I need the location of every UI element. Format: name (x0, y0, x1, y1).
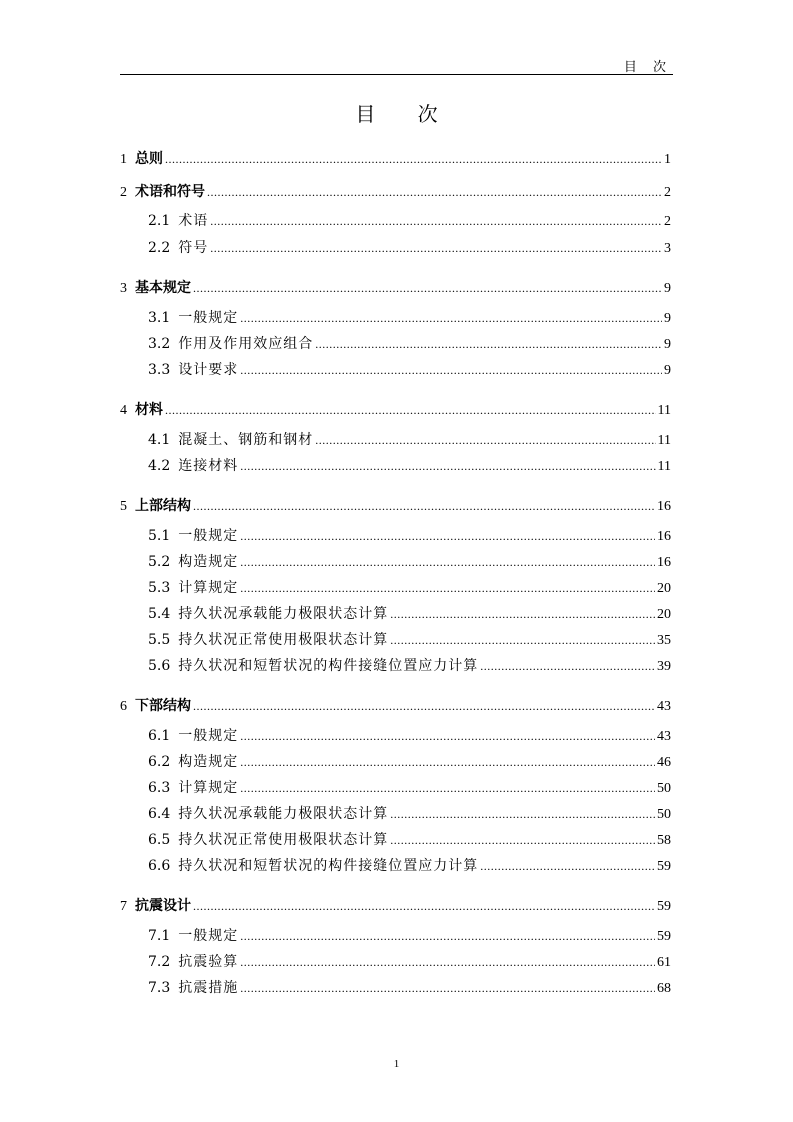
toc-section-entry[interactable] (148, 927, 671, 945)
page-number: 1 (393, 1058, 400, 1070)
toc-entry-page: 9 (664, 281, 671, 296)
toc-dot-leader (390, 605, 655, 623)
toc-entry-number: 6.5 (148, 832, 171, 848)
toc-entry-page: 59 (657, 899, 671, 914)
toc-section-entry[interactable] (148, 579, 671, 597)
toc-entry-number: 7.3 (148, 980, 171, 996)
toc-section-entry[interactable] (148, 431, 671, 449)
toc-entry-title: 一般规定 (178, 310, 239, 326)
toc-dot-leader (240, 979, 655, 997)
toc-chapter-entry[interactable] (120, 401, 671, 419)
toc-entry-title: 抗震措施 (178, 980, 239, 996)
toc-dot-leader (390, 631, 655, 649)
toc-section-entry[interactable] (148, 979, 671, 997)
toc-section-entry[interactable] (148, 805, 671, 823)
toc-entry-title: 构造规定 (178, 754, 239, 770)
toc-entry-number: 2 (120, 185, 127, 200)
toc-entry-number: 5.1 (148, 528, 171, 544)
toc-entry-page: 16 (657, 555, 671, 570)
toc-dot-leader (240, 753, 655, 771)
toc-entry-title: 下部结构 (135, 698, 191, 714)
toc-chapter-entry[interactable] (120, 897, 671, 915)
toc-entry-number: 5.2 (148, 554, 171, 570)
toc-dot-leader (165, 401, 656, 419)
toc-entry-page: 61 (657, 955, 671, 970)
toc-entry-number: 2.2 (148, 240, 171, 256)
toc-section-entry[interactable] (148, 831, 671, 849)
toc-entry-number: 3.2 (148, 336, 171, 352)
toc-section-entry[interactable] (148, 857, 671, 875)
toc-entry-title: 作用及作用效应组合 (178, 336, 314, 352)
toc-entry-page: 50 (657, 781, 671, 796)
toc-dot-leader (210, 212, 662, 230)
toc-entry-title: 上部结构 (135, 498, 191, 514)
toc-entry-title: 一般规定 (178, 928, 239, 944)
toc-entry-title: 材料 (135, 402, 163, 418)
toc-entry-page: 11 (657, 403, 671, 418)
toc-entry-page: 59 (657, 929, 671, 944)
toc-entry-number: 6.2 (148, 754, 171, 770)
toc-entry-title: 总则 (135, 151, 163, 167)
toc-dot-leader (193, 697, 655, 715)
toc-dot-leader (240, 579, 655, 597)
toc-dot-leader (193, 497, 655, 515)
toc-entry-page: 39 (657, 659, 671, 674)
toc-entry-page: 3 (664, 241, 671, 256)
toc-entry-page: 16 (657, 529, 671, 544)
toc-entry-number: 7.2 (148, 954, 171, 970)
toc-chapter-entry[interactable] (120, 279, 671, 297)
toc-section-entry[interactable] (148, 527, 671, 545)
toc-entry-title: 连接材料 (178, 458, 239, 474)
toc-entry-page: 9 (664, 363, 671, 378)
toc-entry-number: 6 (120, 699, 127, 714)
toc-entry-title: 持久状况和短暂状况的构件接缝位置应力计算 (178, 858, 479, 874)
toc-chapter-entry[interactable] (120, 697, 671, 715)
toc-entry-title: 抗震验算 (178, 954, 239, 970)
toc-entry-number: 6.3 (148, 780, 171, 796)
toc-dot-leader (165, 150, 662, 168)
toc-dot-leader (315, 335, 662, 353)
toc-section-entry[interactable] (148, 239, 671, 257)
toc-entry-title: 持久状况承载能力极限状态计算 (178, 806, 389, 822)
toc-entry-page: 20 (657, 581, 671, 596)
toc-chapter-entry[interactable] (120, 183, 671, 201)
toc-entry-title: 一般规定 (178, 528, 239, 544)
toc-entry-number: 5.3 (148, 580, 171, 596)
toc-entry-number: 4.2 (148, 458, 171, 474)
toc-dot-leader (390, 805, 655, 823)
toc-entry-number: 5.5 (148, 632, 171, 648)
toc-entry-number: 5.6 (148, 658, 171, 674)
toc-dot-leader (210, 239, 662, 257)
toc-entry-title: 设计要求 (178, 362, 239, 378)
toc-dot-leader (240, 361, 662, 379)
toc-entry-title: 抗震设计 (135, 898, 191, 914)
toc-entry-title: 构造规定 (178, 554, 239, 570)
toc-entry-number: 7 (120, 899, 127, 914)
toc-section-entry[interactable] (148, 335, 671, 353)
toc-section-entry[interactable] (148, 753, 671, 771)
toc-dot-leader (240, 727, 655, 745)
toc-entry-page: 2 (664, 214, 671, 229)
toc-dot-leader (240, 779, 655, 797)
toc-dot-leader (240, 527, 655, 545)
toc-entry-number: 5.4 (148, 606, 171, 622)
toc-section-entry[interactable] (148, 605, 671, 623)
toc-entry-page: 2 (664, 185, 671, 200)
toc-entry-page: 11 (657, 459, 671, 474)
header-rule (120, 74, 673, 75)
toc-dot-leader (240, 953, 655, 971)
toc-entry-title: 基本规定 (135, 280, 191, 296)
toc-dot-leader (193, 897, 655, 915)
toc-entry-number: 6.4 (148, 806, 171, 822)
toc-chapter-entry[interactable] (120, 497, 671, 515)
toc-section-entry[interactable] (148, 309, 671, 327)
toc-entry-number: 3.3 (148, 362, 171, 378)
toc-entry-page: 20 (657, 607, 671, 622)
toc-dot-leader (390, 831, 655, 849)
toc-entry-number: 6.6 (148, 858, 171, 874)
toc-dot-leader (240, 553, 655, 571)
toc-section-entry[interactable] (148, 779, 671, 797)
toc-dot-leader (240, 927, 655, 945)
toc-section-entry[interactable] (148, 631, 671, 649)
toc-dot-leader (193, 279, 662, 297)
toc-entry-title: 符号 (178, 240, 209, 256)
toc-entry-page: 11 (657, 433, 671, 448)
toc-dot-leader (207, 183, 662, 201)
page-title: 目 次 (355, 102, 456, 126)
toc-entry-number: 5 (120, 499, 127, 514)
running-header: 目 次 (623, 60, 672, 75)
toc-entry-number: 4.1 (148, 432, 171, 448)
toc-section-entry[interactable] (148, 953, 671, 971)
toc-section-entry[interactable] (148, 553, 671, 571)
toc-entry-title: 持久状况正常使用极限状态计算 (178, 832, 389, 848)
toc-section-entry[interactable] (148, 727, 671, 745)
toc-entry-number: 7.1 (148, 928, 171, 944)
toc-dot-leader (240, 457, 655, 475)
toc-entry-title: 计算规定 (178, 780, 239, 796)
toc-entry-number: 3.1 (148, 310, 171, 326)
toc-chapter-entry[interactable] (120, 150, 671, 168)
toc-section-entry[interactable] (148, 657, 671, 675)
toc-entry-title: 术语 (178, 213, 209, 229)
toc-entry-number: 4 (120, 403, 127, 418)
toc-section-entry[interactable] (148, 457, 671, 475)
toc-entry-page: 50 (657, 807, 671, 822)
toc-entry-page: 68 (657, 981, 671, 996)
toc-entry-title: 混凝土、钢筋和钢材 (178, 432, 314, 448)
toc-entry-title: 持久状况正常使用极限状态计算 (178, 632, 389, 648)
toc-entry-page: 35 (657, 633, 671, 648)
toc-entry-page: 1 (664, 152, 671, 167)
toc-entry-title: 术语和符号 (135, 184, 205, 200)
toc-section-entry[interactable] (148, 361, 671, 379)
toc-entry-page: 43 (657, 699, 671, 714)
toc-entry-number: 3 (120, 281, 127, 296)
toc-entry-title: 持久状况和短暂状况的构件接缝位置应力计算 (178, 658, 479, 674)
toc-entry-title: 一般规定 (178, 728, 239, 744)
toc-entry-page: 9 (664, 337, 671, 352)
toc-entry-page: 58 (657, 833, 671, 848)
toc-entry-number: 1 (120, 152, 127, 167)
toc-entry-page: 16 (657, 499, 671, 514)
toc-entry-page: 9 (664, 311, 671, 326)
toc-entry-page: 46 (657, 755, 671, 770)
toc-section-entry[interactable] (148, 212, 671, 230)
toc-entry-page: 43 (657, 729, 671, 744)
toc-dot-leader (480, 657, 655, 675)
toc-dot-leader (480, 857, 655, 875)
toc-dot-leader (315, 431, 655, 449)
toc-entry-number: 2.1 (148, 213, 171, 229)
toc-entry-title: 持久状况承载能力极限状态计算 (178, 606, 389, 622)
toc-entry-number: 6.1 (148, 728, 171, 744)
toc-entry-title: 计算规定 (178, 580, 239, 596)
toc-entry-page: 59 (657, 859, 671, 874)
toc-dot-leader (240, 309, 662, 327)
